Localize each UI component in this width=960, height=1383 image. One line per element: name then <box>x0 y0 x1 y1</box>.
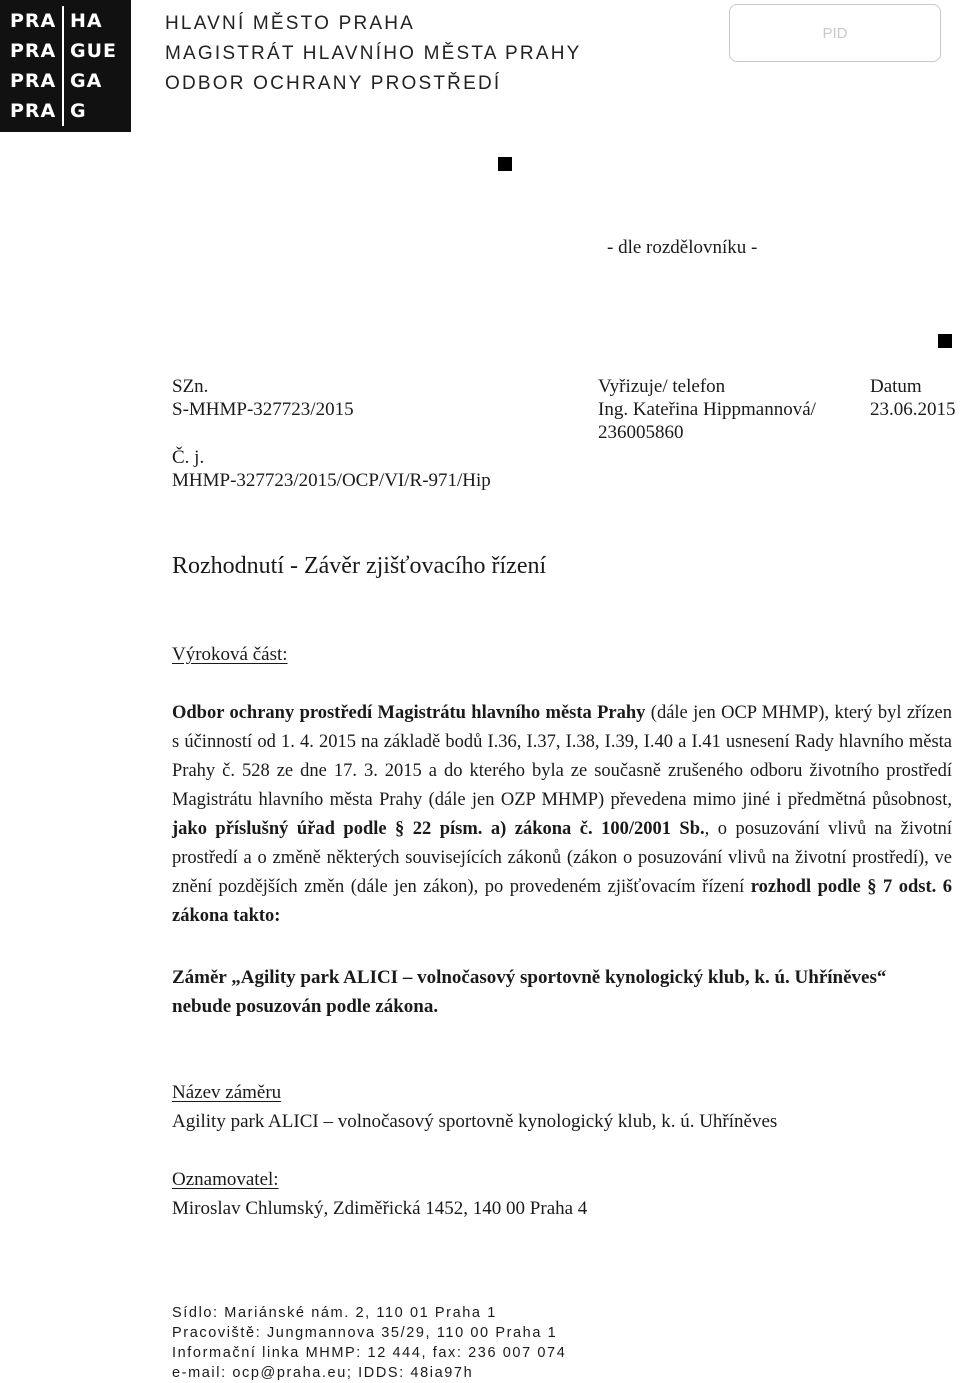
footer-workplace: Pracoviště: Jungmannova 35/29, 110 00 Praha 1 <box>172 1325 558 1341</box>
marker-square <box>938 334 952 348</box>
logo-text: PRA <box>10 100 57 122</box>
decision-paragraph <box>172 699 952 931</box>
notifier-label: Oznamovatel: <box>172 1169 279 1190</box>
paragraph-bold: rozhodl podle § 7 odst. 6 zákona takto: <box>172 877 952 926</box>
cj-label: Č. j. <box>172 447 205 468</box>
notifier-value: Miroslav Chlumský, Zdiměřická 1452, 140 00 Praha 4 <box>172 1198 588 1219</box>
date-label: Datum <box>870 376 922 397</box>
recipient: - dle rozdělovníku - <box>607 237 758 258</box>
footer-email: e-mail: ocp@praha.eu; IDDS: 48ia97h <box>172 1365 474 1381</box>
logo-text: PRA <box>10 70 57 92</box>
date-value: 23.06.2015 <box>870 399 956 420</box>
logo-text: GUE <box>70 40 118 62</box>
logo-text: PRA <box>10 40 57 62</box>
footer-phone: Informační linka MHMP: 12 444, fax: 236 007 074 <box>172 1345 567 1361</box>
project-label: Název záměru <box>172 1082 282 1103</box>
paragraph-text: , o posuzování vlivů na životní prostředí a o změně některých souvisejících zákonů (zákon o posuzování vlivů na životní prostředí), ve znění pozdějších změn (dále jen zákon), po provedeném zjišťovacím řízení <box>172 819 952 897</box>
prague-logo <box>0 0 131 132</box>
header-city: HLAVNÍ MĚSTO PRAHA <box>165 13 416 34</box>
paragraph-bold: Odbor ochrany prostředí Magistrátu hlavního města Prahy <box>172 703 646 723</box>
logo-text: HA <box>70 10 103 32</box>
logo-text: G <box>70 100 87 122</box>
paragraph-text: (dále jen OCP MHMP), který byl zřízen s účinností od 1. 4. 2015 na základě bodů I.36, I.37, I.38, I.39, I.40 a I.41 usnesení Rady hlavního města Prahy č. 528 ze dne 17. 3. 2015 a do kterého byla ze současně zrušeného odboru životního prostředí Magistrátu hlavního města Prahy (dále jen OZP MHMP) převedena mimo jiné i předmětná působnost, <box>172 703 952 810</box>
header-department: ODBOR OCHRANY PROSTŘEDÍ <box>165 73 502 94</box>
decision-statement <box>172 963 960 1021</box>
pid-box: PID <box>729 4 941 62</box>
contact-name: Ing. Kateřina Hippmannová/ <box>598 399 816 420</box>
contact-phone: 236005860 <box>598 422 684 443</box>
project-value: Agility park ALICI – volnočasový sportovně kynologický klub, k. ú. Uhříněves <box>172 1111 778 1132</box>
footer-address: Sídlo: Mariánské nám. 2, 110 01 Praha 1 <box>172 1305 497 1321</box>
paragraph-bold: jako příslušný úřad podle § 22 písm. a) zákona č. 100/2001 Sb. <box>172 819 705 839</box>
marker-square <box>498 157 512 171</box>
header-magistrate: MAGISTRÁT HLAVNÍHO MĚSTA PRAHY <box>165 43 582 64</box>
footer <box>172 1303 566 1383</box>
logo-text: GA <box>70 70 103 92</box>
szn-value: S-MHMP-327723/2015 <box>172 399 354 420</box>
cj-value: MHMP-327723/2015/OCP/VI/R-971/Hip <box>172 470 491 491</box>
section-heading: Výroková část: <box>172 644 288 665</box>
statement-line: nebude posuzován podle zákona. <box>172 996 439 1017</box>
statement-line: Záměr „Agility park ALICI – volnočasový sportovně kynologický klub, k. ú. Uhříněves“ <box>172 967 887 988</box>
contact-label: Vyřizuje/ telefon <box>598 376 726 397</box>
logo-text: PRA <box>10 10 57 32</box>
document-title: Rozhodnutí - Závěr zjišťovacího řízení <box>172 553 547 579</box>
szn-label: SZn. <box>172 376 209 397</box>
logo-divider <box>62 6 64 126</box>
